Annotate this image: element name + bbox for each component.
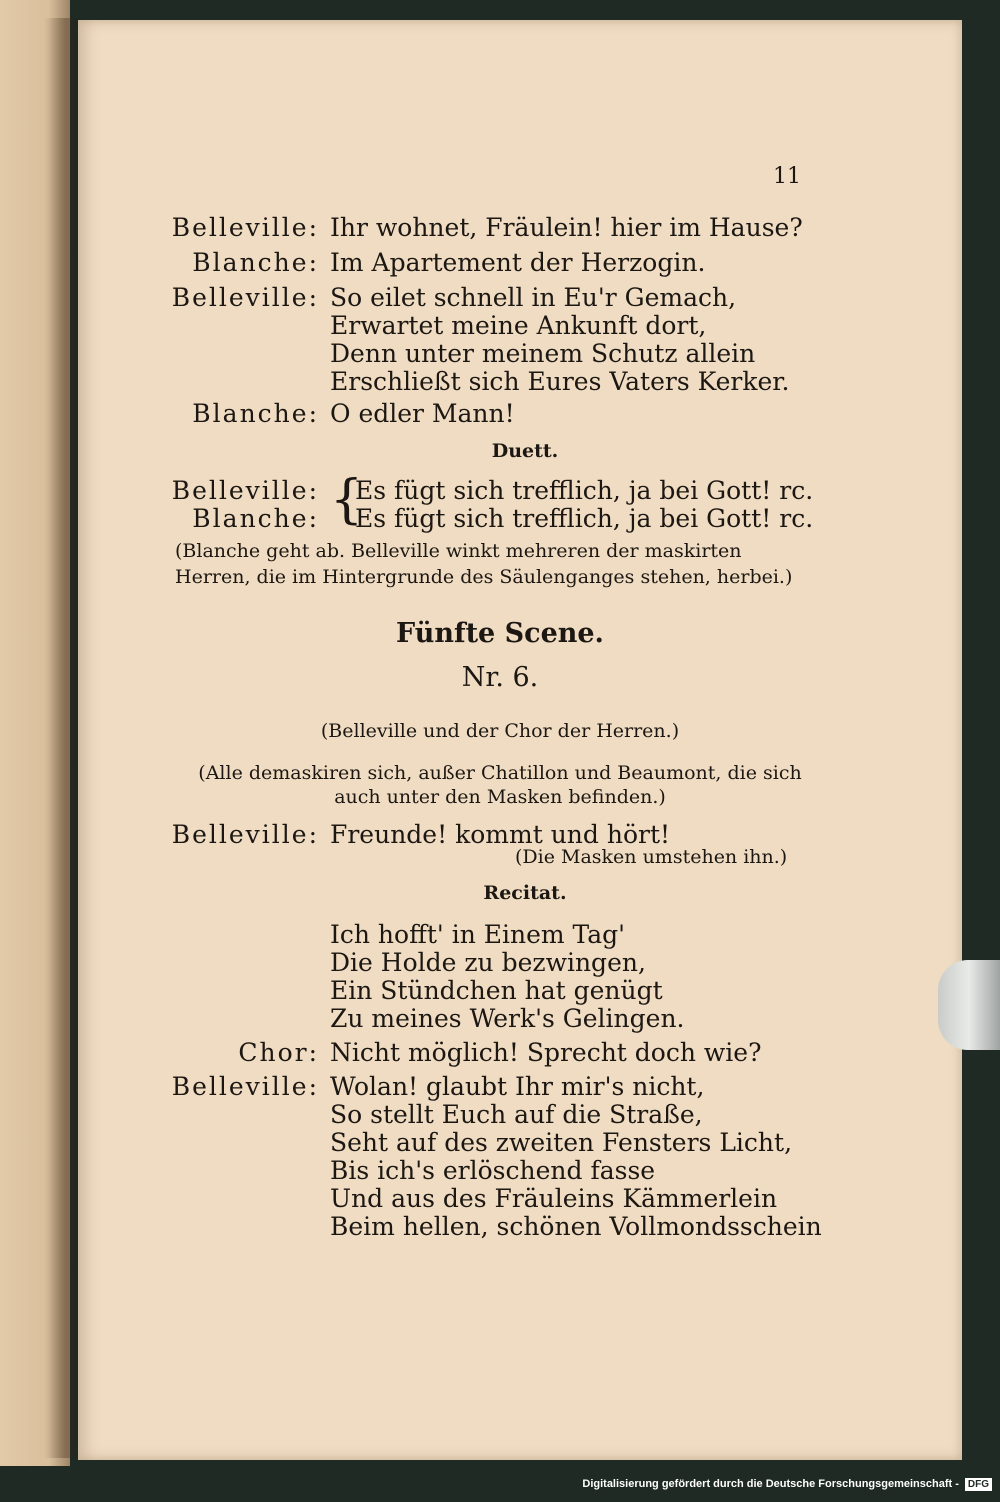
speaker-label: Blanche:	[192, 248, 319, 277]
dialogue-text: Seht auf des zweiten Fensters Licht,	[330, 1128, 793, 1157]
dialogue-text: Erschließt sich Eures Vaters Kerker.	[330, 367, 790, 396]
dialogue-text: Zu meines Werk's Gelingen.	[330, 1004, 685, 1033]
dialogue-text: Ich hofft' in Einem Tag'	[330, 920, 626, 949]
book-spine-shadow	[44, 18, 80, 1458]
stage-direction: (Die Masken umstehen ihn.)	[515, 846, 788, 868]
stage-direction: (Alle demaskiren sich, außer Chatillon und Beaumont, die sich	[198, 762, 802, 784]
dialogue-text: Nicht möglich! Sprecht doch wie?	[330, 1038, 762, 1067]
dialogue-text: Beim hellen, schönen Vollmondsschein	[330, 1212, 822, 1241]
dialogue-text: Es fügt sich trefflich, ja bei Gott! rc.	[355, 476, 814, 505]
dialogue-text: Ihr wohnet, Fräulein! hier im Hause?	[330, 213, 803, 242]
speaker-label: Belleville:	[171, 283, 319, 312]
page-number: 11	[773, 164, 801, 189]
speaker-label: Chor:	[238, 1038, 319, 1067]
stage-direction: (Belleville und der Chor der Herren.)	[320, 720, 680, 742]
stage-direction: Herren, die im Hintergrunde des Säulenganges stehen, herbei.)	[175, 566, 793, 588]
footer-credit: Digitalisierung gefördert durch die Deutsche Forschungsgemeinschaft -	[582, 1478, 959, 1490]
speaker-label: Belleville:	[171, 476, 319, 505]
dialogue-text: Wolan! glaubt Ihr mir's nicht,	[330, 1072, 705, 1101]
dialogue-text: O edler Mann!	[330, 399, 515, 428]
dialogue-text: Ein Stündchen hat genügt	[330, 976, 663, 1005]
number-heading: Nr. 6.	[461, 662, 539, 693]
section-heading-duett: Duett.	[491, 440, 559, 462]
speaker-label: Belleville:	[171, 213, 319, 242]
speaker-label: Belleville:	[171, 1072, 319, 1101]
dialogue-text: So stellt Euch auf die Straße,	[330, 1100, 703, 1129]
dialogue-text: So eilet schnell in Eu'r Gemach,	[330, 283, 737, 312]
dialogue-text: Denn unter meinem Schutz allein	[330, 339, 756, 368]
speaker-label: Blanche:	[192, 504, 319, 533]
dialogue-text: Freunde! kommt und hört!	[330, 820, 671, 849]
dialogue-text: Im Apartement der Herzogin.	[330, 248, 706, 277]
speaker-label: Blanche:	[192, 399, 319, 428]
footer-bar	[0, 1466, 1000, 1502]
stage-direction: auch unter den Masken befinden.)	[334, 786, 666, 808]
stage-direction: (Blanche geht ab. Belleville winkt mehreren der maskirten	[175, 540, 742, 562]
brace-symbol: {	[330, 470, 364, 530]
section-heading-recitat: Recitat.	[483, 882, 567, 904]
dialogue-text: Es fügt sich trefflich, ja bei Gott! rc.	[355, 504, 814, 533]
dfg-logo: DFG	[965, 1478, 992, 1491]
dialogue-text: Und aus des Fräuleins Kämmerlein	[330, 1184, 778, 1213]
dialogue-text: Bis ich's erlöschend fasse	[330, 1156, 656, 1185]
speaker-label: Belleville:	[171, 820, 319, 849]
page-turn-tab[interactable]	[938, 960, 1000, 1050]
scene-title: Fünfte Scene.	[396, 618, 604, 649]
dialogue-text: Erwartet meine Ankunft dort,	[330, 311, 707, 340]
dialogue-text: Die Holde zu bezwingen,	[330, 948, 646, 977]
